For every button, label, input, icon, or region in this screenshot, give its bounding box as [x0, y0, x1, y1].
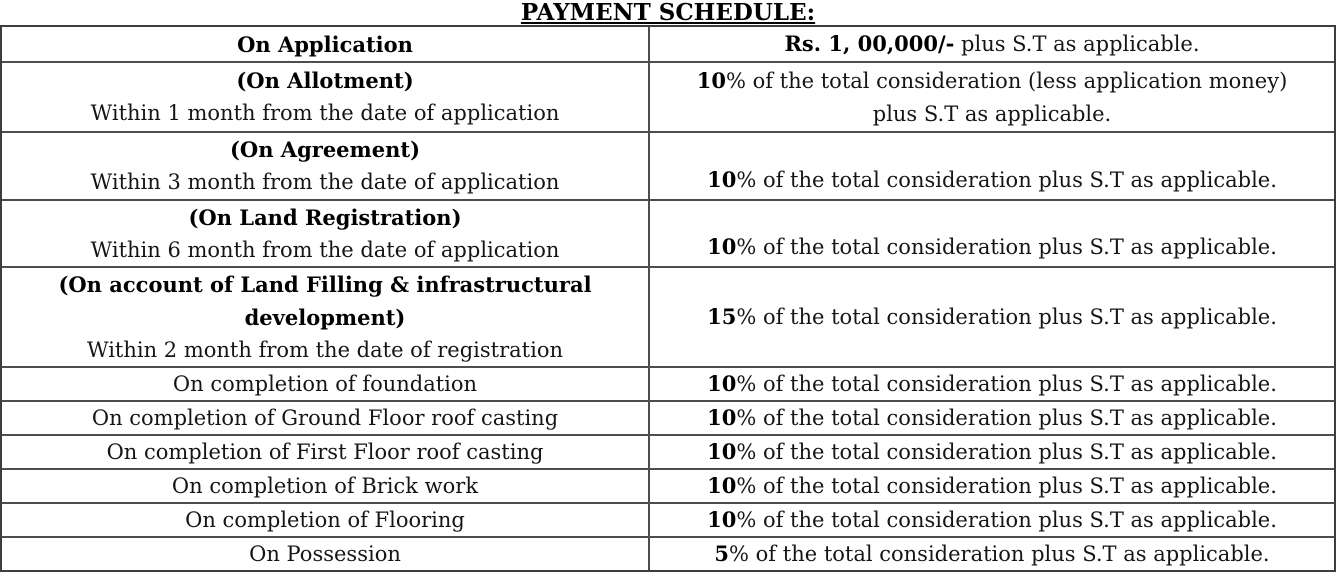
stage-label: (On account of Land Filling & infrastructural development): [58, 271, 592, 330]
amount-rest: % of the total consideration plus S.T as applicable.: [736, 508, 1277, 532]
amount-bold: 10: [707, 439, 737, 464]
amount-cell: [650, 63, 1334, 131]
amount-cell: [650, 470, 1334, 502]
amount-rest: % of the total consideration plus S.T as applicable.: [736, 168, 1277, 192]
amount-cell: [650, 402, 1334, 434]
table-row: [2, 27, 1334, 61]
amount-text-line2: plus S.T as applicable.: [872, 101, 1112, 126]
stage-label: On completion of Ground Floor roof casting: [91, 405, 559, 430]
amount-text: [707, 300, 1277, 334]
amount-cell: [650, 133, 1334, 199]
page-title: PAYMENT SCHEDULE:: [520, 0, 816, 26]
amount-bold: Rs. 1, 00,000/-: [784, 31, 955, 56]
table-row: [2, 366, 1334, 400]
table-row: [2, 266, 1334, 366]
stage-sublabel: Within 3 month from the date of application: [90, 170, 560, 194]
table-row: [2, 61, 1334, 131]
amount-rest: % of the total consideration plus S.T as applicable.: [736, 235, 1277, 259]
amount-text: [707, 230, 1277, 264]
stage-label: On completion of Brick work: [171, 473, 479, 498]
table-row: [2, 502, 1334, 536]
stage-cell: [2, 436, 650, 468]
amount-bold: 10: [707, 507, 737, 532]
stage-cell: [2, 368, 650, 400]
table-row: [2, 131, 1334, 199]
table-row: [2, 400, 1334, 434]
amount-bold: 10: [707, 371, 737, 396]
amount-text: [707, 469, 1277, 503]
amount-text: [707, 401, 1277, 435]
amount-rest: % of the total consideration (less application money): [725, 68, 1288, 93]
amount-text: [707, 163, 1277, 197]
payment-schedule-table: [0, 25, 1336, 572]
amount-rest: % of the total consideration plus S.T as applicable.: [736, 406, 1277, 430]
amount-rest: % of the total consideration plus S.T as applicable.: [736, 305, 1277, 329]
amount-bold: 15: [707, 304, 737, 329]
stage-cell: [2, 470, 650, 502]
stage-cell: [2, 402, 650, 434]
stage-cell: [2, 201, 650, 266]
amount-bold: 10: [707, 473, 737, 498]
amount-text: [697, 64, 1288, 98]
stage-label: On completion of foundation: [172, 371, 478, 396]
stage-label: On Application: [237, 31, 413, 57]
amount-bold: 10: [707, 234, 737, 259]
amount-bold: 10: [707, 405, 737, 430]
stage-cell: [2, 268, 650, 366]
amount-rest: % of the total consideration plus S.T as applicable.: [736, 474, 1277, 498]
stage-label: On completion of First Floor roof casting: [106, 439, 544, 464]
stage-cell: [2, 504, 650, 536]
table-row: [2, 434, 1334, 468]
amount-text: [707, 435, 1277, 469]
stage-cell: [2, 63, 650, 131]
stage-sublabel: Within 1 month from the date of application: [90, 101, 560, 125]
stage-label: (On Allotment): [236, 68, 414, 93]
amount-rest: % of the total consideration plus S.T as applicable.: [736, 372, 1277, 396]
amount-text: [714, 537, 1269, 571]
amount-bold: 10: [707, 167, 737, 192]
amount-text: [707, 367, 1277, 401]
amount-bold: 5: [714, 541, 730, 566]
stage-label: (On Land Registration): [188, 204, 462, 230]
table-row: [2, 468, 1334, 502]
amount-cell: [650, 504, 1334, 536]
amount-cell: [650, 201, 1334, 266]
amount-cell: [650, 368, 1334, 400]
amount-text: [784, 27, 1199, 61]
amount-cell: [650, 268, 1334, 366]
amount-bold: 10: [696, 67, 726, 93]
amount-text: [707, 503, 1277, 537]
table-row: [2, 199, 1334, 266]
stage-sublabel: Within 6 month from the date of application: [90, 237, 560, 262]
stage-cell: [2, 27, 650, 61]
amount-cell: [650, 436, 1334, 468]
amount-cell: [650, 538, 1334, 570]
stage-label: On completion of Flooring: [185, 507, 465, 532]
amount-rest: plus S.T as applicable.: [954, 32, 1200, 56]
stage-label: On Possession: [249, 541, 401, 566]
stage-cell: [2, 133, 650, 199]
table-row: [2, 536, 1334, 570]
stage-cell: [2, 538, 650, 570]
amount-rest: % of the total consideration plus S.T as applicable.: [729, 542, 1270, 566]
stage-label: (On Agreement): [229, 137, 421, 162]
amount-rest: % of the total consideration plus S.T as applicable.: [736, 440, 1277, 464]
amount-cell: [650, 27, 1334, 61]
stage-sublabel: Within 2 month from the date of registration: [87, 337, 563, 362]
